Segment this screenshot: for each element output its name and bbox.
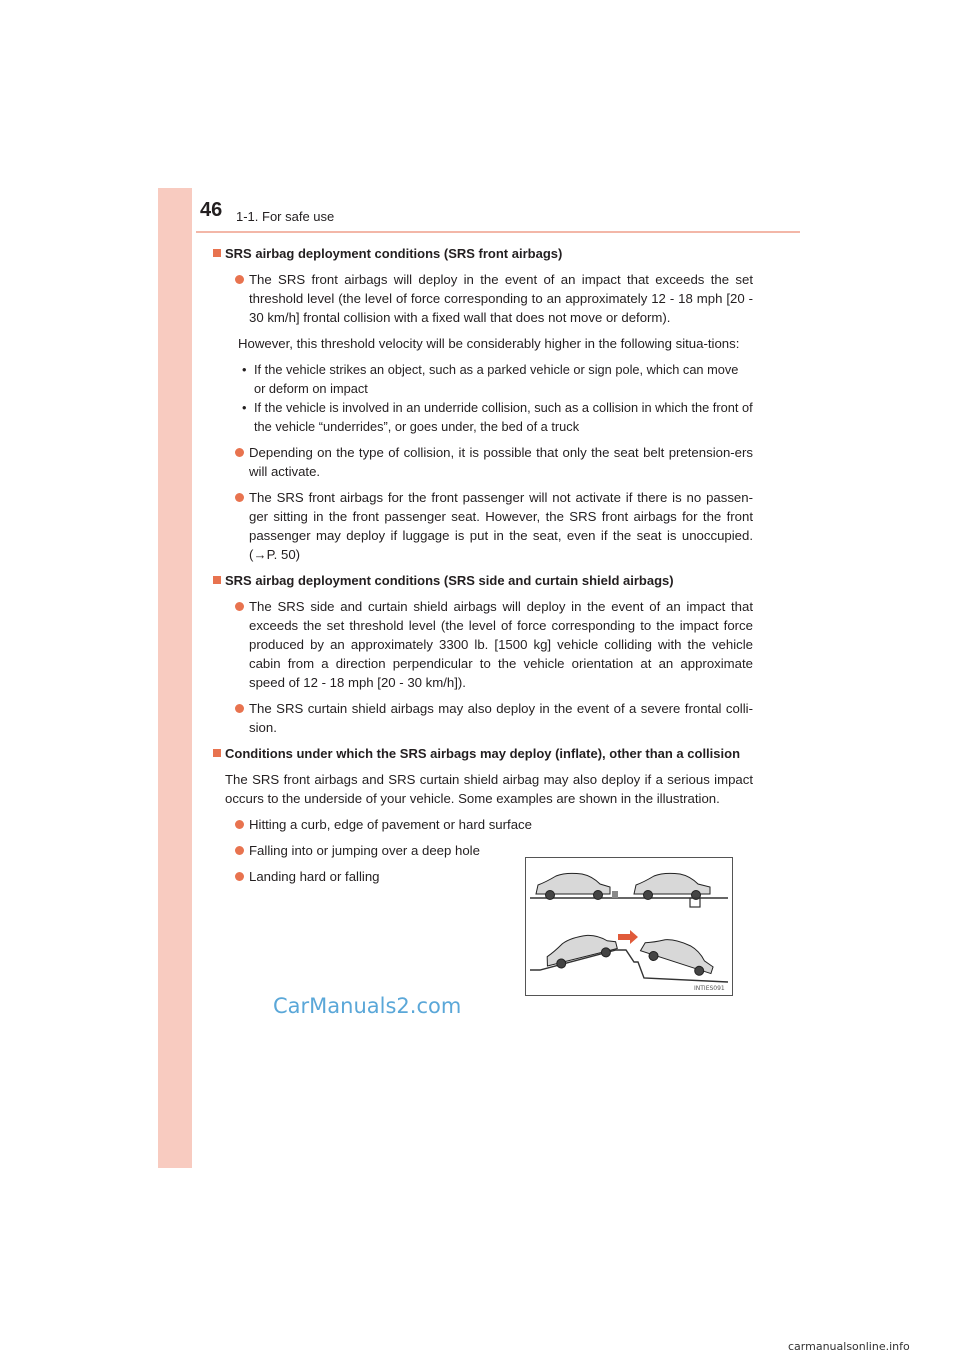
sub-item: • If the vehicle strikes an object, such as a parked vehicle or sign pole, which can move or deform on impact	[242, 362, 739, 396]
round-bullet-icon	[235, 704, 244, 713]
car-illustration-icon	[634, 873, 710, 899]
bullet-item: Falling into or jumping over a deep hole	[224, 841, 539, 860]
bullet-item: Hitting a curb, edge of pavement or hard surface	[224, 815, 539, 834]
illustration-drawing	[526, 858, 732, 995]
paragraph: However, this threshold velocity will be considerably higher in the following situa-tions:	[238, 336, 740, 351]
car-illustration-icon	[639, 931, 717, 979]
square-bullet-icon	[213, 749, 221, 757]
bullet-item: The SRS front airbags for the front passenger will not activate if there is no passen-ger sitting in the front passenger seat. However, the SRS front airbags for the front passenger may deploy if luggage is put in the seat, even if the seat is unoccupied. (→P. 50)	[224, 488, 753, 564]
illustration	[525, 857, 733, 996]
round-bullet-icon	[235, 275, 244, 284]
section-heading: SRS airbag deployment conditions (SRS front airbags)	[213, 244, 753, 263]
round-bullet-icon	[235, 493, 244, 502]
round-bullet-icon	[235, 448, 244, 457]
intro-paragraph: The SRS front airbags and SRS curtain shield airbag may also deploy if a serious impact occurs to the underside of your vehicle. Some examples are shown in the illustration.	[225, 772, 753, 806]
bullet-item: Landing hard or falling	[224, 867, 539, 886]
bullet-item: The SRS front airbags will deploy in the event of an impact that exceeds the set threshold level (the level of force corresponding to an approximately 12 - 18 mph [20 - 30 km/h] frontal collision with a fixed wall that does not move or deform).	[224, 270, 753, 327]
square-bullet-icon	[213, 576, 221, 584]
section-heading: SRS airbag deployment conditions (SRS side and curtain shield airbags)	[213, 571, 753, 590]
side-tab-band	[158, 188, 192, 1168]
bullet-item: Depending on the type of collision, it is possible that only the seat belt pretension-ers will activate.	[224, 443, 753, 481]
round-bullet-icon	[235, 846, 244, 855]
watermark: CarManuals2.com	[273, 994, 462, 1018]
section-title: 1-1. For safe use	[236, 209, 335, 224]
round-bullet-icon	[235, 820, 244, 829]
page-number: 46	[200, 199, 223, 221]
section-heading: Conditions under which the SRS airbags may deploy (inflate), other than a collision	[213, 744, 753, 763]
header-rule	[196, 231, 800, 233]
sub-item: • If the vehicle is involved in an underride collision, such as a collision in which the front of the vehicle “underrides”, or goes under, the bed of a truck	[242, 400, 753, 434]
figure-code: INTIES091	[694, 985, 725, 992]
square-bullet-icon	[213, 249, 221, 257]
car-illustration-icon	[542, 928, 618, 971]
bullet-item: The SRS curtain shield airbags may also deploy in the event of a severe frontal colli-sion.	[224, 699, 753, 737]
dot-marker-icon: •	[242, 362, 247, 377]
bullet-item: The SRS side and curtain shield airbags will deploy in the event of an impact that exceeds the set threshold level (the level of force corresponding to the impact force produced by an approximately 3300 lb. [1500 kg] vehicle colliding with the vehicle cabin from a direction perpendicular to the vehicle orientation at an approximate speed of 12 - 18 mph [20 - 30 km/h]).	[224, 597, 753, 692]
car-illustration-icon	[536, 873, 610, 899]
footer-watermark: carmanualsonline.info	[788, 1340, 910, 1353]
dot-marker-icon: •	[242, 400, 247, 415]
round-bullet-icon	[235, 602, 244, 611]
page-content	[213, 244, 753, 893]
round-bullet-icon	[235, 872, 244, 881]
